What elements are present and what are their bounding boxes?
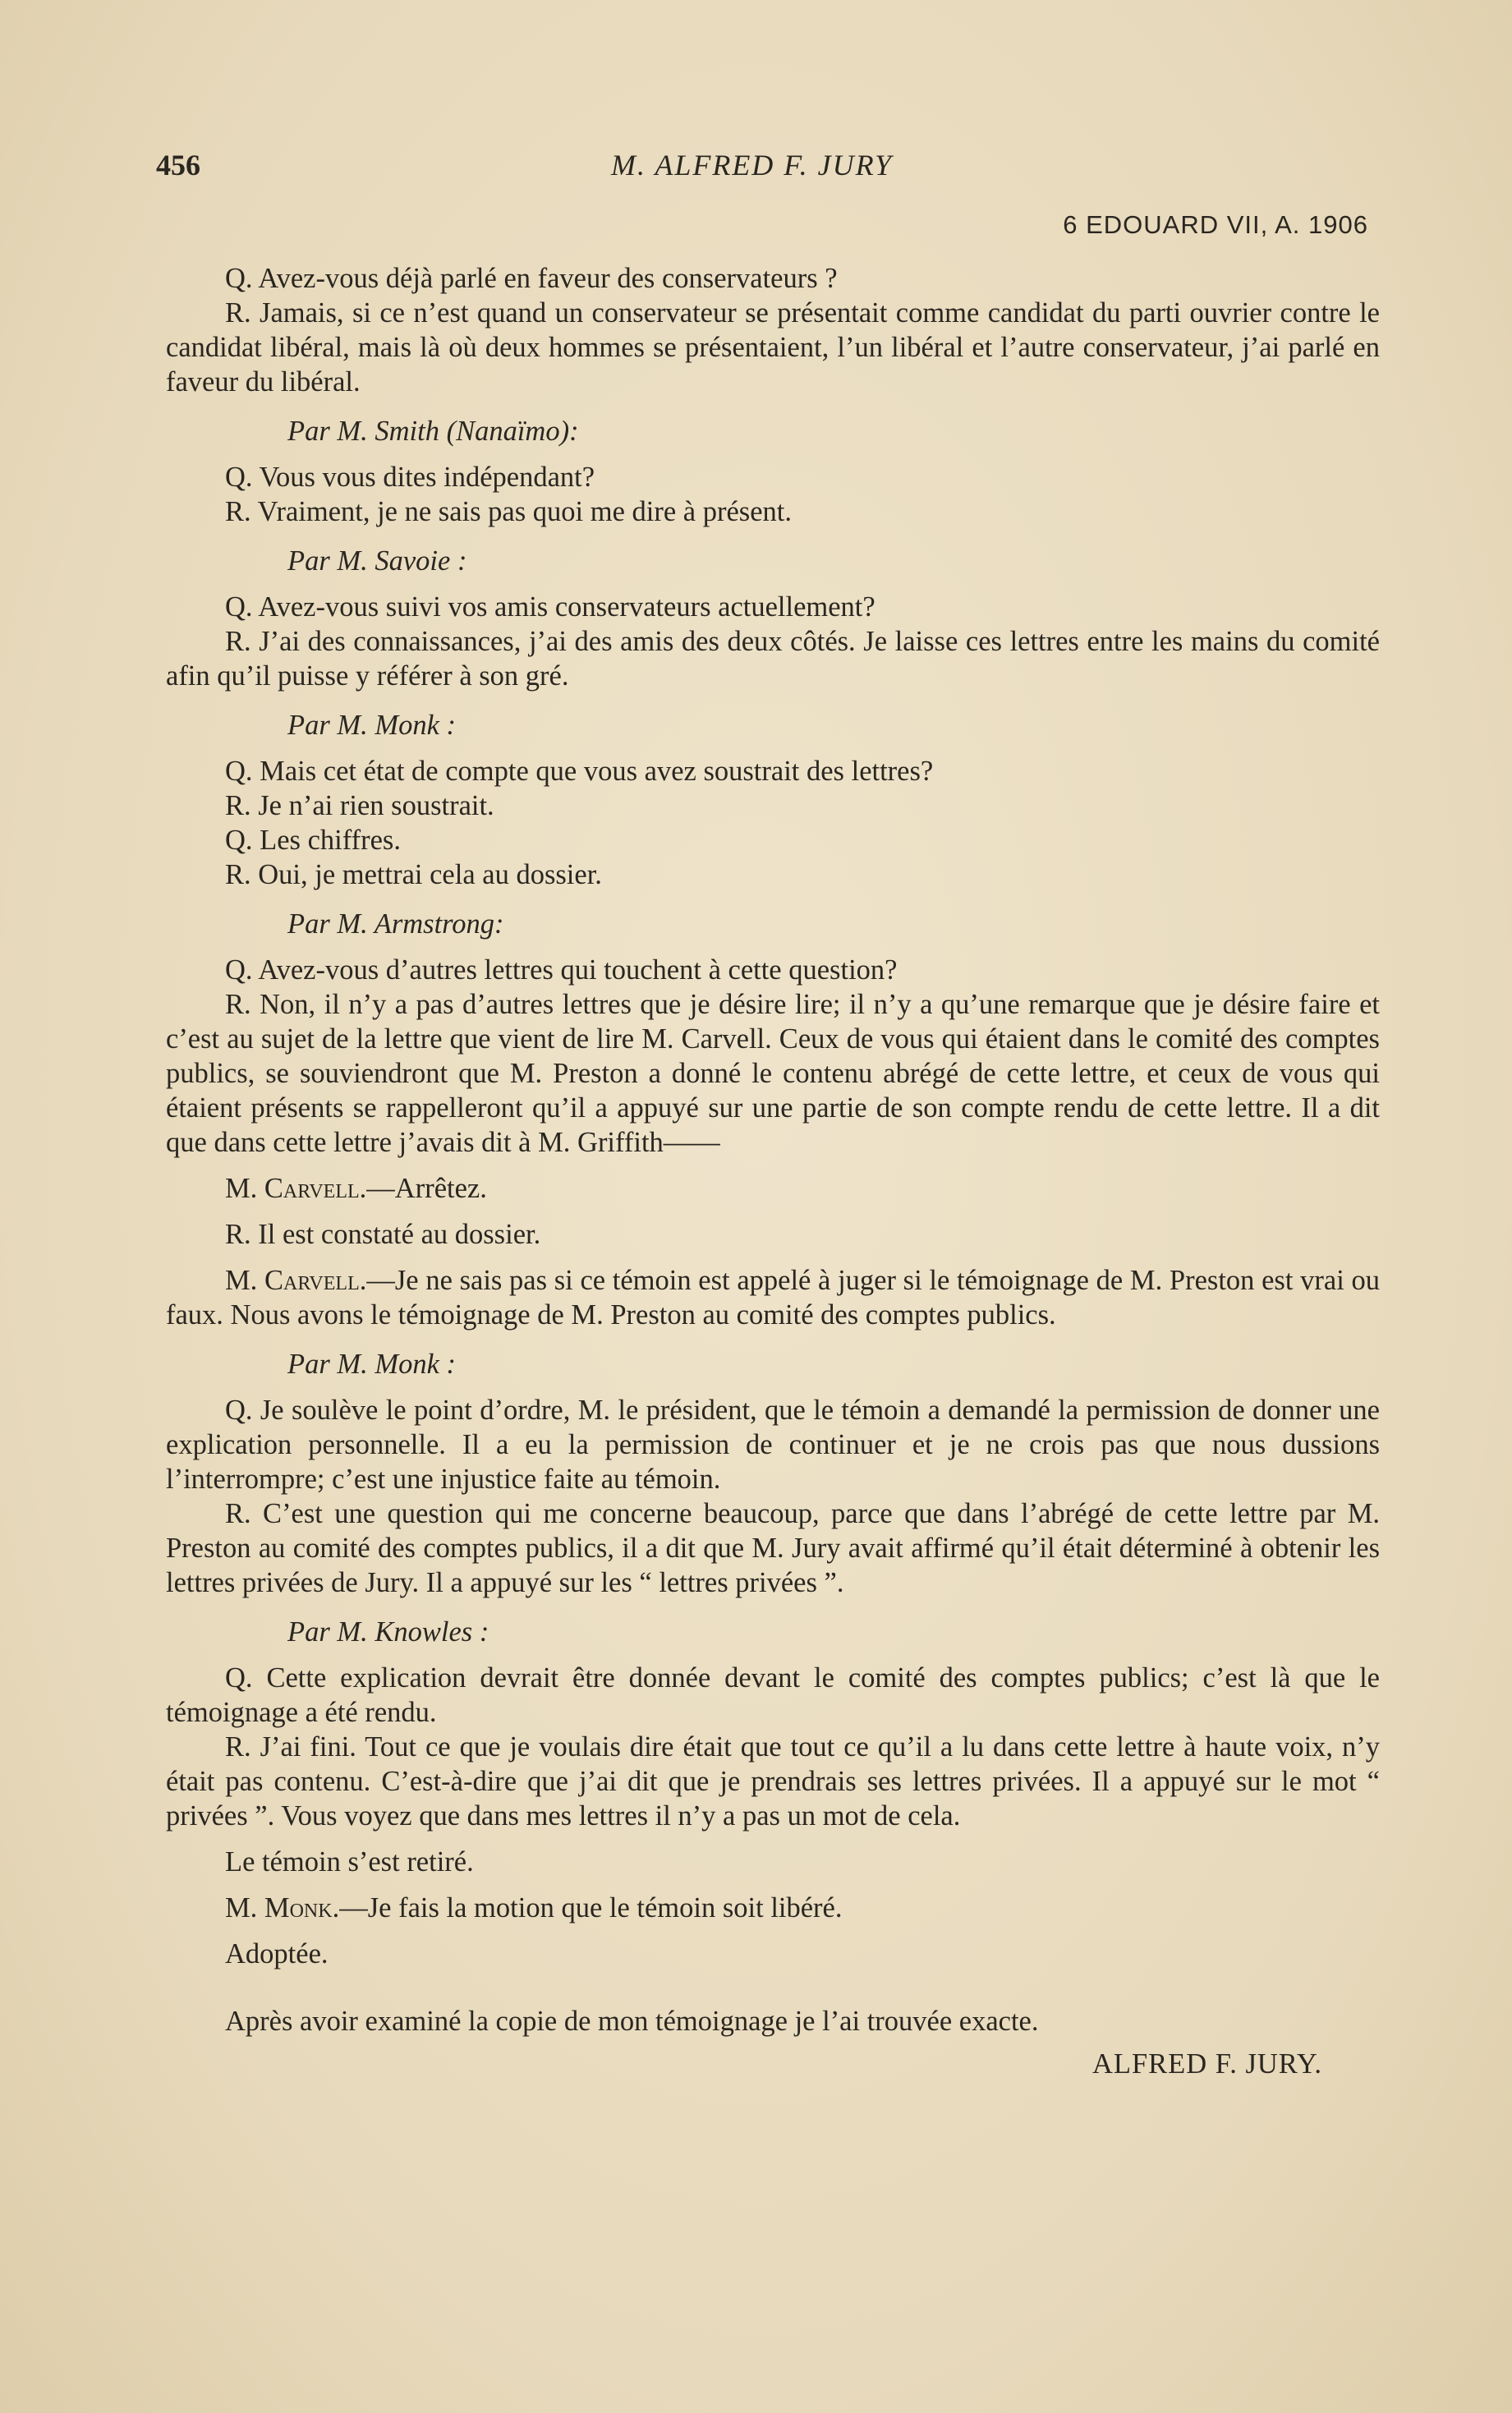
- paragraph: Q. Avez-vous d’autres lettres qui touchent à cette question?: [225, 954, 898, 986]
- page-number: 456: [156, 149, 200, 182]
- speaker-heading: Par M. Smith (Nanaïmo):: [287, 416, 579, 447]
- paragraph: R. J’ai des connaissances, j’ai des amis des deux côtés. Je laisse ces lettres entre les mains du comité afin qu’il puisse y référer à son gré.: [166, 626, 1380, 692]
- speaker-name: M. Monk.: [225, 1892, 340, 1924]
- speaker-heading: Par M. Monk :: [287, 710, 457, 741]
- paragraph: R. Oui, je mettrai cela au dossier.: [225, 859, 602, 890]
- paragraph: R. C’est une question qui me concerne beaucoup, parce que dans l’abrégé de cette lettre par M. Preston au comité des comptes publics, il a dit que M. Jury avait affirmé qu’il était déterminé à obtenir les lettres privées de Jury. Il a appuyé sur les “ lettres privées ”.: [166, 1498, 1380, 1598]
- paragraph: Adoptée.: [225, 1938, 329, 1969]
- running-title: M. ALFRED F. JURY: [610, 149, 893, 182]
- speech-text: —Je fais la motion que le témoin soit libéré.: [339, 1892, 843, 1924]
- paragraph: Q. Mais cet état de compte que vous avez soustrait des lettres?: [225, 756, 934, 787]
- paragraph: Q. Avez-vous suivi vos amis conservateurs actuellement?: [225, 591, 875, 623]
- speaker-name: M. Carvell.: [225, 1265, 367, 1296]
- speaker-name: M. Carvell.: [225, 1173, 367, 1204]
- speech-text: —Arrêtez.: [366, 1173, 487, 1204]
- speaker-heading: Par M. Knowles :: [287, 1616, 489, 1648]
- session-label: 6 EDOUARD VII, A. 1906: [1063, 210, 1368, 239]
- paragraph: R. Je n’ai rien soustrait.: [225, 790, 494, 821]
- paragraph: R. J’ai fini. Tout ce que je voulais dire était que tout ce qu’il a lu dans cette lettre à haute voix, n’y était pas contenu. C’est-à-dire que j’ai dit que je prendrais ses lettres privées. Il a appuyé sur le mot “ privées ”. Vous voyez que dans mes lettres il n’y a pas un mot de cela.: [166, 1731, 1380, 1832]
- paragraph: Q. Vous vous dites indépendant?: [225, 462, 595, 493]
- paragraph: Q. Je soulève le point d’ordre, M. le président, que le témoin a demandé la permission de donner une explication personnelle. Il a eu la permission de continuer et je ne crois pas que nous dussions l’interrompre; c’est une injustice faite au témoin.: [166, 1395, 1380, 1495]
- paragraph: [166, 1263, 1380, 1332]
- paragraph: Q. Avez-vous déjà parlé en faveur des conservateurs ?: [225, 263, 838, 294]
- speech-text: —Je ne sais pas si ce témoin est appelé à juger si le témoignage de M. Preston est vrai ou faux. Nous avons le témoignage de M. Preston au comité des comptes publics.: [166, 1265, 1380, 1331]
- signature: ALFRED F. JURY.: [1091, 2048, 1322, 2080]
- speaker-heading: Par M. Monk :: [287, 1349, 457, 1380]
- speaker-heading: Par M. Savoie :: [287, 545, 467, 577]
- paragraph: R. Jamais, si ce n’est quand un conservateur se présentait comme candidat du parti ouvrier contre le candidat libéral, mais là où deux hommes se présentaient, l’un libéral et l’autre conservateur, j’ai parlé en faveur du libéral.: [166, 297, 1380, 398]
- paragraph: R. Il est constaté au dossier.: [225, 1219, 541, 1250]
- paragraph: [166, 1171, 1380, 1206]
- paragraph: [166, 1891, 1380, 1925]
- paragraph: Le témoin s’est retiré.: [225, 1846, 474, 1878]
- paragraph: R. Vraiment, je ne sais pas quoi me dire à présent.: [225, 496, 792, 527]
- testimony-body: [166, 261, 1380, 2081]
- paragraph: Q. Cette explication devrait être donnée devant le comité des comptes publics; c’est là que le témoignage a été rendu.: [166, 1662, 1380, 1728]
- paragraph: Q. Les chiffres.: [225, 825, 401, 856]
- paragraph: Après avoir examiné la copie de mon témoignage je l’ai trouvée exacte.: [225, 2006, 1039, 2037]
- page-header: [156, 148, 1348, 189]
- paragraph: R. Non, il n’y a pas d’autres lettres que je désire lire; il n’y a qu’une remarque que je désire faire et c’est au sujet de la lettre que vient de lire M. Carvell. Ceux de vous qui étaient dans le comité des comptes publics, se souviendront que M. Preston a donné le contenu abrégé de cette lettre, et ceux de vous qui étaient présents se rappelleront qu’il a appuyé sur une partie de son compte rendu de cette lettre. Il a dit que dans cette lettre j’avais dit à M. Griffith——: [166, 989, 1380, 1158]
- speaker-heading: Par M. Armstrong:: [287, 908, 504, 940]
